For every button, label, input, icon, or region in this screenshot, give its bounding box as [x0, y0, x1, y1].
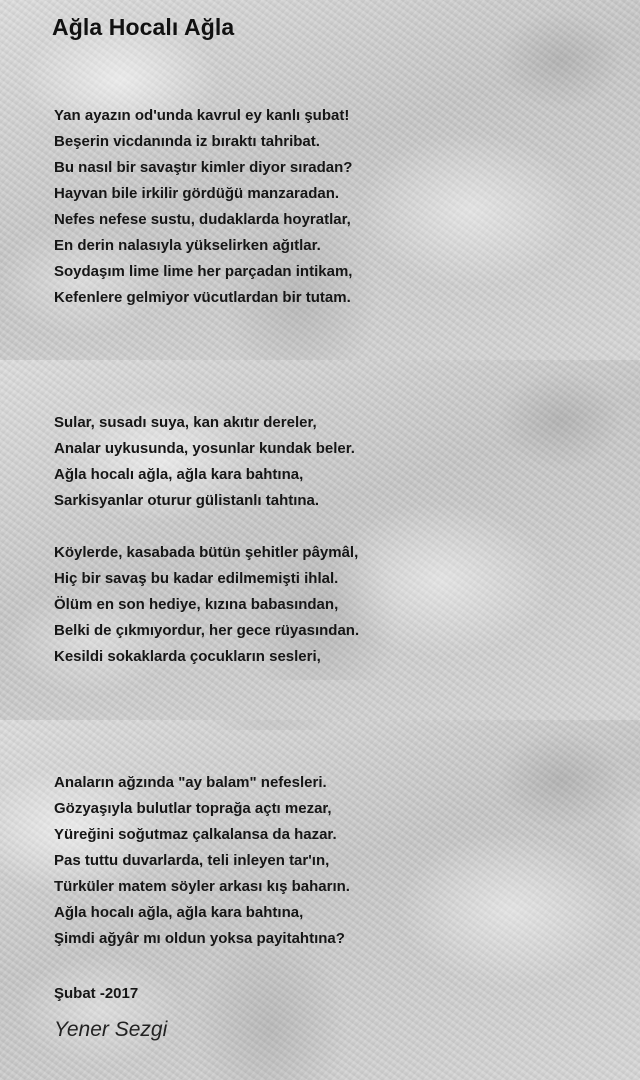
poem-line: En derin nalasıyla yükselirken ağıtlar. [54, 237, 321, 254]
poem-line: Ağla hocalı ağla, ağla kara bahtına, [54, 904, 304, 921]
poem-line: Hayvan bile irkilir gördüğü manzaradan. [54, 185, 340, 202]
stanza-4 [54, 770, 350, 952]
stanza-2 [54, 410, 355, 514]
poem-line: Nefes nefese sustu, dudaklarda hoyratlar, [54, 211, 351, 228]
poem-line: Ağla hocalı ağla, ağla kara bahtına, [54, 466, 304, 483]
poem-line: Gözyaşıyla bulutlar toprağa açtı mezar, [54, 800, 332, 817]
poem-line: Beşerin vicdanında iz bıraktı tahribat. [54, 133, 320, 150]
poem-line: Bu nasıl bir savaştır kimler diyor sıradan? [54, 159, 353, 176]
poem-line: Anaların ağzında "ay balam" nefesleri. [54, 774, 327, 791]
poem-line: Soydaşım lime lime her parçadan intikam, [54, 263, 353, 280]
poem-author: Yener Sezgi [54, 1018, 168, 1041]
stanza-1 [54, 103, 352, 311]
poem-line: Ölüm en son hediye, kızına babasından, [54, 596, 339, 613]
poem-line: Hiç bir savaş bu kadar edilmemişti ihlal. [54, 570, 339, 587]
poem-line: Şimdi ağyâr mı oldun yoksa payitahtına? [54, 930, 345, 947]
stanza-3 [54, 540, 359, 670]
poem-title: Ağla Hocalı Ağla [52, 14, 235, 40]
poem-line: Sular, susadı suya, kan akıtır dereler, [54, 414, 317, 431]
poem-line: Pas tuttu duvarlarda, teli inleyen tar'ın, [54, 852, 330, 869]
poem-line: Analar uykusunda, yosunlar kundak beler. [54, 440, 355, 457]
poem-line: Yan ayazın od'unda kavrul ey kanlı şubat! [54, 107, 350, 124]
poem-line: Belki de çıkmıyordur, her gece rüyasından. [54, 622, 360, 639]
poem-line: Kesildi sokaklarda çocukların sesleri, [54, 648, 321, 665]
poem-date: Şubat -2017 [54, 985, 139, 1002]
poem-line: Yüreğini soğutmaz çalkalansa da hazar. [54, 826, 337, 843]
poem-line: Türküler matem söyler arkası kış baharın. [54, 878, 350, 895]
poem-line: Kefenlere gelmiyor vücutlardan bir tutam. [54, 289, 351, 306]
poem-line: Sarkisyanlar oturur gülistanlı tahtına. [54, 492, 320, 509]
poem-line: Köylerde, kasabada bütün şehitler pâymâl, [54, 544, 359, 561]
